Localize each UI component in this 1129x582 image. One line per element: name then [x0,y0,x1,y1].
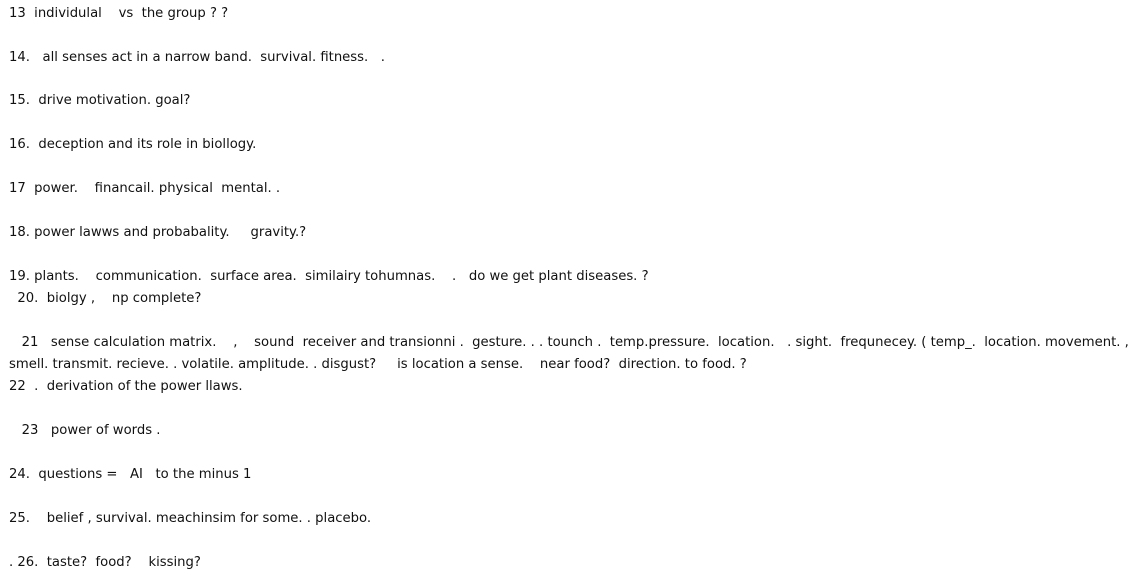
note-line-19: 19. plants. communication. surface area. similairy tohumnas. . do we get plant diseases. ? [9,269,649,284]
note-line-26: . 26. taste? food? kissing? [9,555,201,570]
note-line-14: 14. all senses act in a narrow band. survival. fitness. . [9,50,385,65]
note-line-18: 18. power lawws and probabality. gravity.? [9,225,307,240]
note-line-22: 22 . derivation of the power llaws. [9,379,243,394]
note-blank-line [9,530,996,552]
note-blank-line [9,486,996,508]
note-line-24: 24. questions = AI to the minus 1 [9,467,252,482]
note-line-21-continued: smell. transmit. recieve. . volatile. amplitude. . disgust? is location a sense. near food? direction. to food. ? [9,357,747,372]
note-line-23: 23 power of words . [9,423,161,438]
note-line-15: 15. drive motivation. goal? [9,93,191,108]
note-line-13: 13 individulal vs the group ? ? [9,6,229,21]
note-line-21: 21 sense calculation matrix. , sound receiver and transionni . gesture. . . tounch . temp.pressure. location. . sight. frequnecey. ( temp_. location. movement. , [9,335,1129,350]
note-line-17: 17 power. financail. physical mental. . [9,181,281,196]
note-line-16: 16. deception and its role in biollogy. [9,137,257,152]
note-blank-line [9,398,996,420]
note-line-25: 25. belief , survival. meachinsim for some. . placebo. [9,511,372,526]
note-blank-line [9,442,996,464]
note-line-20: 20. biolgy , np complete? [9,291,202,306]
note-blank-line [9,310,996,332]
